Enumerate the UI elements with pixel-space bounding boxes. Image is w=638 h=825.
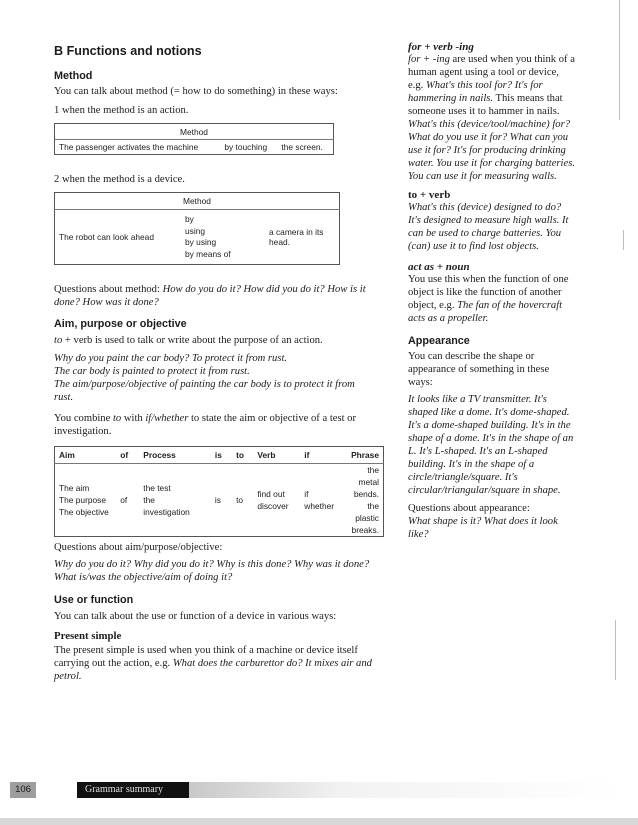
phrase-option: the plastic breaks. [351,501,379,535]
scan-edge-line [615,620,616,680]
example-line: Why do you paint the car body? To protect it from rust. [54,353,288,364]
method-option: by [185,214,194,224]
text-run: What's this (device/tool/machine) for? What do you use it for? What can you use it for? It's for producing drinking water. You use it for charging batteries. You can use it for measuring walls. [408,119,575,182]
footer-label: Grammar summary [77,782,189,798]
appearance-questions-label: Questions about appearance: [408,503,530,514]
text-run: What does the carburettor do? It mixes air and petrol. [54,658,372,682]
if-option: whether [304,501,335,511]
column-header: if [304,450,310,460]
aim-questions: Why do you do it? Why did you do it? Why is this done? Why was it done? What is/was the objective/aim of doing it? [54,559,370,583]
process-line: investigation [143,507,190,517]
table-cell [300,464,347,537]
text-run: The present simple is used when you think of a machine or device itself carrying out the action, e.g. [54,645,358,669]
page-number: 106 [10,782,36,798]
process-line: the [143,495,155,505]
example-line: The car body is painted to protect it from rust. [54,366,250,377]
text-run: to state the aim or objective of a test or investigation. [54,413,357,437]
text-run: with [121,413,146,424]
appearance-heading: Appearance [408,335,470,347]
if-option: if [304,489,309,499]
scan-edge-line [623,230,624,250]
method-table-header: Method [180,126,208,137]
aim-word: The purpose [59,495,107,505]
appearance-questions: What shape is it? What does it look like? [408,516,558,540]
column-header: Verb [257,450,276,460]
text-run: You combine [54,413,113,424]
page-bottom-edge [0,818,638,825]
column-header: to [236,450,244,460]
text-run: What's this tool for? It's for hammering in nails. [408,80,543,104]
scan-edge-line [619,0,620,120]
aim-word: The objective [59,507,109,517]
table-cell: is [214,495,221,505]
to-verb-heading: to + verb [408,189,451,201]
for-ing-heading: for + verb -ing [408,41,474,53]
column-header: is [214,450,222,460]
aim-questions-label: Questions about aim/purpose/objective: [54,542,223,553]
act-as-heading: act as + noun [408,261,470,273]
table-cell: by touching [224,142,268,152]
method-questions [54,283,382,309]
column-header: Process [143,450,176,460]
aim-intro-text: + verb is used to talk or write about the purpose of an action. [62,335,323,346]
table-cell: the screen. [281,142,323,152]
text-run: This means that someone uses it to hammer in nails. [408,93,563,117]
text-run: for + -ing [408,54,450,65]
aim-table [54,446,384,537]
column-header: Phrase [351,450,379,460]
table-cell [181,210,265,265]
method-table-action [54,123,334,155]
method-item-1: 1 when the method is an action. [54,105,189,116]
column-header: of [120,450,129,460]
aim-examples [54,352,374,404]
footer-fade-bar [189,782,619,798]
aim-combine [54,412,374,438]
example-line: The aim/purpose/objective of painting the car body is to protect it from rust. [54,379,355,403]
method-option: using [185,225,206,236]
for-ing-text [408,53,576,183]
phrase-option: the metal bends. [353,465,379,499]
aim-intro [54,334,394,347]
appearance-intro: You can describe the shape or appearance of something in these ways: [408,351,550,388]
table-cell [253,464,300,537]
method-intro: You can talk about method (= how to do something) in these ways: [54,86,338,97]
table-cell: The passenger activates the machine [59,142,199,152]
table-cell [347,464,383,537]
to-verb-examples: What's this (device) designed to do? It's designed to measure high walls. It can be used to charge batteries. You (can) use it to find lost objects. [408,202,569,252]
table-cell: The robot can look ahead [59,232,154,242]
table-cell [55,464,117,537]
aim-heading: Aim, purpose or objective [54,318,187,330]
method-option: by using [185,237,217,247]
text-run: to [112,413,122,424]
present-simple-text [54,644,390,683]
text-run: You use this when the function of one object is like the function of another object, e.g. [408,274,569,311]
process-line: the test [143,483,171,493]
table-cell: of [120,495,128,505]
method-table-device [54,192,340,265]
act-as-text [408,273,576,325]
method-option: by means of [185,248,231,259]
verb-option: discover [257,501,289,511]
questions-label: Questions about method: [54,284,160,295]
method-heading: Method [54,70,93,82]
section-title: B Functions and notions [54,44,202,58]
text-run: if/whether [145,413,189,424]
text-run: are used when you think of a human agent using a tool or device, e.g. [408,54,575,91]
appearance-examples: It looks like a TV transmitter. It's shaped like a dome. It's dome-shaped. It's a dome-shaped building. It's in the shape of a dome. It's in the shape of an L. It's L-shaped. It's an L-shaped building. It's in the shape of a circle/triangle/square. It's circular/triangular/square in shape. [408,394,574,496]
method-item-2: 2 when the method is a device. [54,174,185,185]
table-cell: to [236,495,244,505]
table-cell [139,464,211,537]
right-column [408,41,576,541]
use-intro: You can talk about the use or function of a device in various ways: [54,611,337,622]
use-heading: Use or function [54,594,134,606]
present-simple-heading: Present simple [54,630,122,642]
verb-option: find out [257,489,285,499]
column-header: Aim [59,450,75,460]
table-cell: a camera in its head. [269,227,324,247]
to-word: to [54,335,63,346]
questions-text: How do you do it? How did you do it? How is it done? How was it done? [54,284,366,308]
aim-word: The aim [59,483,90,493]
method-table-header: Method [183,196,211,206]
text-run: The fan of the hovercraft acts as a propeller. [408,300,563,324]
